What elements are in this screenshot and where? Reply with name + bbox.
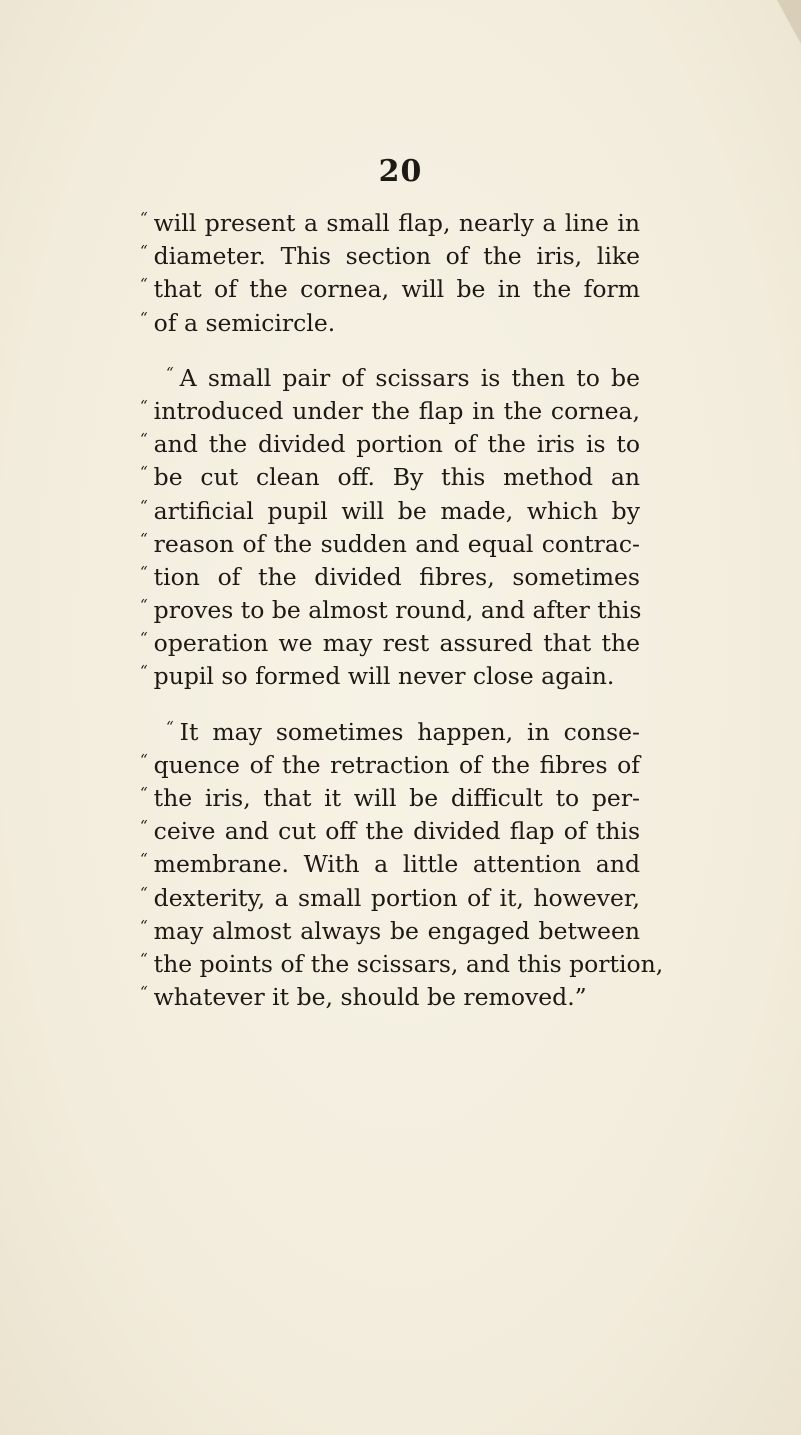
quote-mark: “ — [140, 596, 148, 615]
text-line: “ may almost always be engaged between — [140, 916, 640, 945]
text-line: “ diameter. This section of the iris, like — [140, 242, 640, 271]
text-line: “ reason of the sudden and equal contrac- — [140, 529, 640, 558]
text-line: “ be cut clean off. By this method an — [140, 463, 640, 492]
quote-mark: “ — [140, 308, 148, 327]
text-line: “ membrane. With a little attention and — [140, 850, 640, 879]
text-line: “ tion of the divided fibres, sometimes — [140, 562, 640, 591]
text-line: “ It may sometimes happen, in conse- — [166, 717, 640, 746]
text-line: “ proves to be almost round, and after this — [140, 596, 642, 625]
quote-mark: “ — [140, 430, 148, 449]
text-line: “ pupil so formed will never close again. — [140, 662, 615, 691]
quote-mark: “ — [140, 883, 148, 902]
text-line: “ the points of the scissars, and this portion, — [140, 949, 664, 978]
text-line: “ ceive and cut off the divided flap of this — [140, 817, 640, 846]
text-line: “ introduced under the flap in the cornea, — [140, 396, 640, 425]
quote-mark: “ — [140, 529, 148, 548]
text-line: “ and the divided portion of the iris is to — [140, 430, 640, 459]
quote-mark: “ — [140, 242, 148, 261]
text-line: “ that of the cornea, will be in the form — [140, 275, 640, 304]
text-line: “ of a semicircle. — [140, 308, 336, 337]
text-line: “ operation we may rest assured that the — [140, 629, 640, 658]
text-line: “ will present a small flap, nearly a line in — [140, 209, 640, 237]
quote-mark: “ — [140, 916, 148, 935]
quote-mark: “ — [140, 209, 148, 227]
quote-mark: “ — [140, 396, 148, 415]
quote-mark: “ — [140, 949, 148, 968]
quote-mark: “ — [166, 363, 174, 382]
quote-mark: “ — [140, 629, 148, 648]
quote-mark: “ — [140, 750, 148, 769]
quote-mark: “ — [140, 275, 148, 294]
quote-mark: “ — [166, 717, 174, 736]
body-text — [140, 202, 664, 1012]
quote-mark: “ — [140, 983, 148, 1002]
quote-mark: “ — [140, 463, 148, 482]
quote-mark: “ — [140, 784, 148, 802]
text-line: “ quence of the retraction of the fibres of — [140, 750, 640, 779]
quote-mark: “ — [140, 562, 148, 581]
page-corner — [777, 0, 801, 44]
quote-mark: “ — [140, 496, 148, 515]
quote-mark: “ — [140, 850, 148, 869]
text-line: “ artificial pupil will be made, which by — [140, 496, 640, 525]
text-line: “ dexterity, a small portion of it, however, — [140, 883, 640, 912]
text-line: “ A small pair of scissars is then to be — [166, 363, 640, 392]
text-line: “ the iris, that it will be difficult to per- — [140, 784, 640, 812]
quote-mark: “ — [140, 817, 148, 836]
page-number: 20 — [378, 154, 423, 189]
text-line: “ whatever it be, should be removed.” — [140, 983, 587, 1012]
quote-mark: “ — [140, 662, 148, 681]
